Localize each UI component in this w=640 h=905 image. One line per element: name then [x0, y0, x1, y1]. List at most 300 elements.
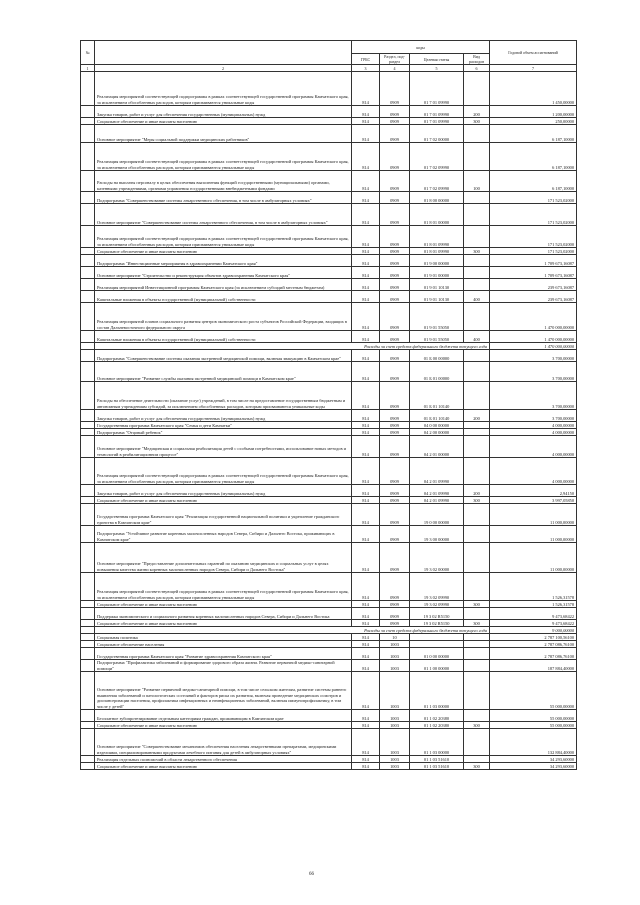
column-number: 6 [464, 65, 490, 72]
row-number-cell [81, 204, 95, 226]
row-amount: 2,94150 [490, 485, 577, 497]
row-target-article: 19 3 02 09990 [410, 573, 464, 601]
row-grbs: 814 [352, 485, 380, 497]
row-expense-type [464, 672, 490, 710]
row-section: 0909 [380, 125, 410, 143]
table-row [81, 125, 577, 143]
row-section: 0909 [380, 497, 410, 504]
row-target-article: 01 Б 00 00000 [410, 350, 464, 362]
row-name: Государственная программа Камчатского края "Семья и дети Камчатки" [95, 422, 352, 429]
row-note: Расходы за счет средств федерального бюджета текущего года [95, 343, 490, 350]
row-name: Реализация мероприятий планов социального развития центров экономического роста субъектов Российской Федерации, входящих в состав Дальневосточного федерального округа [95, 303, 352, 331]
row-number-cell [81, 722, 95, 729]
row-name: Подпрограмма "Устойчивое развитие коренных малочисленных народов Севера, Сибири и Дальнего Востока, проживающих в Камчатском крае" [95, 526, 352, 543]
row-amount: 11 000,00000 [490, 504, 577, 526]
row-amount: 1 470 000,00000 [490, 343, 577, 350]
row-section: 1003 [380, 672, 410, 710]
row-grbs: 814 [352, 648, 380, 660]
row-number-cell [81, 279, 95, 291]
row-section: 0909 [380, 255, 410, 267]
row-amount: 3 997,05850 [490, 497, 577, 504]
row-section: 0909 [380, 106, 410, 118]
row-name: Социальное обеспечение населения [95, 641, 352, 648]
row-number-cell [81, 608, 95, 620]
row-name: Расходы на выплаты персоналу в целях обеспечения выполнения функций государственными (муниципальными) органами, казенными учреждениями, органами управления государственными внебюджетными фондами [95, 171, 352, 192]
row-number-cell [81, 526, 95, 543]
row-amount: 132 884,40000 [490, 729, 577, 756]
row-amount: 4 000,00000 [490, 422, 577, 429]
row-grbs: 814 [352, 601, 380, 608]
row-number-cell [81, 303, 95, 331]
row-section: 0909 [380, 382, 410, 410]
table-row [81, 504, 577, 526]
row-section: 1003 [380, 641, 410, 648]
table-row [81, 601, 577, 608]
row-amount: 1 709 673,16087 [490, 267, 577, 279]
table-row [81, 436, 577, 458]
row-grbs: 814 [352, 660, 380, 672]
row-grbs: 814 [352, 458, 380, 485]
row-number-cell [81, 436, 95, 458]
row-name: Социальная политика [95, 634, 352, 641]
row-grbs: 814 [352, 641, 380, 648]
row-name: Социальное обеспечение и иные выплаты населению [95, 763, 352, 770]
row-number-cell [81, 660, 95, 672]
row-expense-type: 200 [464, 410, 490, 422]
table-row [81, 729, 577, 756]
row-section: 0909 [380, 303, 410, 331]
row-number-cell [81, 255, 95, 267]
header-codes: коды [352, 41, 490, 54]
table-row [81, 722, 577, 729]
table-row [81, 331, 577, 343]
row-name: Подпрограмма "Совершенствование системы оказания экстренной медицинской помощи, включая эвакуацию в Камчатском крае" [95, 350, 352, 362]
row-name: Капитальные вложения в объекты государственной (муниципальной) собственности [95, 331, 352, 343]
row-grbs: 814 [352, 267, 380, 279]
table-row [81, 608, 577, 620]
row-expense-type: 200 [464, 106, 490, 118]
row-target-article: 01 9 01 00000 [410, 267, 464, 279]
table-row [81, 248, 577, 255]
row-expense-type: 200 [464, 485, 490, 497]
table-row [81, 756, 577, 763]
row-grbs: 814 [352, 171, 380, 192]
row-target-article: 01 1 03 00000 [410, 672, 464, 710]
row-target-article: 01 1 02 20380 [410, 710, 464, 722]
table-row [81, 763, 577, 770]
row-section: 0909 [380, 331, 410, 343]
row-expense-type [464, 641, 490, 648]
row-section: 1003 [380, 763, 410, 770]
row-name: Социальное обеспечение и иные выплаты населению [95, 601, 352, 608]
row-number-cell [81, 729, 95, 756]
row-amount: 34 293,60000 [490, 756, 577, 763]
column-number: 4 [380, 65, 410, 72]
row-target-article: 19 3 02 R5150 [410, 620, 464, 627]
header-number: № [81, 41, 95, 65]
row-name: Подпрограмма "Профилактика заболеваний и формирование здорового образа жизни. Развитие первичной медико-санитарной помощи" [95, 660, 352, 672]
row-expense-type [464, 192, 490, 204]
row-grbs: 814 [352, 362, 380, 382]
row-amount: 187 884,40000 [490, 660, 577, 672]
table-row [81, 641, 577, 648]
row-expense-type [464, 458, 490, 485]
row-target-article [410, 634, 464, 641]
table-row [81, 573, 577, 601]
table-row [81, 634, 577, 641]
row-expense-type [464, 429, 490, 436]
row-name: Реализация мероприятий соответствующей подпрограммы в рамках соответствующей государственной программы Камчатского края, за исключением обособленных расходов, которым присваиваются уникальные коды [95, 143, 352, 171]
row-grbs: 814 [352, 436, 380, 458]
row-target-article: 01 Б 01 00000 [410, 362, 464, 382]
row-expense-type [464, 608, 490, 620]
row-section: 0909 [380, 410, 410, 422]
table-row [81, 458, 577, 485]
row-grbs: 814 [352, 72, 380, 106]
row-expense-type [464, 303, 490, 331]
row-name: Государственная программа Камчатского края "Реализация государственной национальной политики и укрепление гражданского единства в Камчатском крае" [95, 504, 352, 526]
table-row [81, 204, 577, 226]
row-amount: 3 700,00000 [490, 362, 577, 382]
row-number-cell [81, 573, 95, 601]
row-expense-type [464, 648, 490, 660]
column-number: 3 [352, 65, 380, 72]
row-amount: 6 187,10000 [490, 143, 577, 171]
row-name: Поддержка экономического и социального развития коренных малочисленных народов Севера, Сибири и Дальнего Востока [95, 608, 352, 620]
row-target-article: 04 2 01 09990 [410, 485, 464, 497]
row-expense-type: 400 [464, 331, 490, 343]
row-section: 1003 [380, 710, 410, 722]
row-name: Основное мероприятие "Развитие службы оказания экстренной медицинской помощи в Камчатском крае" [95, 362, 352, 382]
row-target-article: 19 3 02 09990 [410, 601, 464, 608]
row-number-cell [81, 72, 95, 106]
row-name: Социальное обеспечение и иные выплаты населению [95, 118, 352, 125]
row-expense-type [464, 255, 490, 267]
row-amount: 9 473,68422 [490, 620, 577, 627]
row-target-article: 01 1 02 20380 [410, 722, 464, 729]
row-number-cell [81, 756, 95, 763]
budget-sheet [80, 40, 576, 770]
row-amount: 3 700,00000 [490, 382, 577, 410]
row-name: Расходы на обеспечение деятельности (оказание услуг) учреждений, в том числе на предоставление государственным бюджетным и автономным учреждениям субсидий, за исключением обособленных расходов, которым присваиваются уникальные коды [95, 382, 352, 410]
row-number-cell [81, 634, 95, 641]
row-expense-type [464, 634, 490, 641]
row-name: Бесплатное зубопротезирование отдельным категориям граждан, проживающим в Камчатском крае [95, 710, 352, 722]
row-grbs: 814 [352, 106, 380, 118]
table-row [81, 410, 577, 422]
row-grbs: 814 [352, 710, 380, 722]
table-row [81, 526, 577, 543]
row-target-article: 04 2 01 09990 [410, 497, 464, 504]
table-row [81, 710, 577, 722]
row-amount: 171 523,02000 [490, 204, 577, 226]
row-grbs: 814 [352, 526, 380, 543]
row-section: 0909 [380, 573, 410, 601]
row-expense-type [464, 350, 490, 362]
row-amount: 171 523,02000 [490, 192, 577, 204]
row-number-cell [81, 458, 95, 485]
row-target-article: 01 7 01 09990 [410, 106, 464, 118]
row-section: 0909 [380, 143, 410, 171]
budget-table [80, 40, 577, 770]
row-amount: 3 700,00000 [490, 350, 577, 362]
row-amount: 11 000,00000 [490, 526, 577, 543]
row-expense-type: 300 [464, 601, 490, 608]
row-amount: 2 787 086,76100 [490, 641, 577, 648]
header-name [95, 41, 352, 65]
row-section: 0909 [380, 429, 410, 436]
row-target-article [410, 641, 464, 648]
table-row [81, 279, 577, 291]
row-section: 0909 [380, 543, 410, 573]
row-number-cell [81, 343, 95, 350]
row-number-cell [81, 192, 95, 204]
row-target-article: 19 3 00 00000 [410, 526, 464, 543]
row-number-cell [81, 291, 95, 303]
row-number-cell [81, 382, 95, 410]
row-name: Подпрограмма "Отцовый ребенок" [95, 429, 352, 436]
row-grbs: 814 [352, 350, 380, 362]
row-target-article: 01 9 01 10130 [410, 279, 464, 291]
row-section: 0909 [380, 422, 410, 429]
row-section: 0909 [380, 350, 410, 362]
row-expense-type: 300 [464, 497, 490, 504]
row-expense-type: 300 [464, 620, 490, 627]
row-amount: 4 000,00000 [490, 458, 577, 485]
row-expense-type [464, 422, 490, 429]
table-row [81, 255, 577, 267]
row-target-article: 04 2 00 00000 [410, 429, 464, 436]
row-grbs: 814 [352, 756, 380, 763]
row-amount: 250,00000 [490, 118, 577, 125]
row-grbs: 814 [352, 543, 380, 573]
row-section: 0909 [380, 72, 410, 106]
row-grbs: 814 [352, 497, 380, 504]
row-expense-type [464, 543, 490, 573]
row-number-cell [81, 248, 95, 255]
row-target-article: 19 3 02 R5150 [410, 608, 464, 620]
row-number-cell [81, 125, 95, 143]
table-row [81, 226, 577, 248]
row-name: Реализация мероприятий соответствующей подпрограммы в рамках соответствующей государственной программы Камчатского края, за исключением обособленных расходов, которым присваиваются уникальные коды [95, 226, 352, 248]
table-body [81, 72, 577, 770]
row-amount: 1 470 000,00000 [490, 303, 577, 331]
row-target-article: 01 7 02 00000 [410, 125, 464, 143]
table-row [81, 485, 577, 497]
row-name: Основное мероприятие "Предоставление дополнительных гарантий по оказанию медицинских и социальных услуг в целях повышения качества жизни коренных малочисленных народов Севера, Сибири и Дальнего Востока" [95, 543, 352, 573]
row-amount: 1 526,31578 [490, 573, 577, 601]
row-grbs: 814 [352, 204, 380, 226]
row-expense-type [464, 125, 490, 143]
table-row [81, 648, 577, 660]
row-section: 0909 [380, 118, 410, 125]
row-expense-type [464, 729, 490, 756]
row-number-cell [81, 226, 95, 248]
row-expense-type: 300 [464, 118, 490, 125]
row-target-article: 04 2 01 09990 [410, 458, 464, 485]
row-name: Основное мероприятие "Совершенствование механизмов обеспечения населения лекарственными препаратами, медицинскими изделиями, специализированными продуктами лечебного питания для детей в амбулаторных условиях" [95, 729, 352, 756]
row-name: Реализация мероприятий соответствующей подпрограммы в рамках соответствующей государственной программы Камчатского края, за исключением обособленных расходов, которым присваиваются уникальные коды [95, 573, 352, 601]
row-section: 0909 [380, 171, 410, 192]
header-expense-type: Вид расходов [464, 54, 490, 65]
row-name: Реализация мероприятий соответствующей подпрограммы в рамках соответствующей государственной программы Камчатского края, за исключением обособленных расходов, которым присваиваются уникальные коды [95, 458, 352, 485]
row-target-article: 04 0 00 00000 [410, 422, 464, 429]
row-expense-type [464, 756, 490, 763]
row-amount: 6 187,10000 [490, 171, 577, 192]
row-number-cell [81, 485, 95, 497]
row-name: Основное мероприятие "Развитие первичной медико-санитарной помощи, в том числе сельским жителям, развитие системы раннего выявления заболеваний и патологических состояний и факторов риска их развития, включая проведение медицинских осмотров и диспансеризации населения, профилактика инфекционных и неинфекционных заболеваний, включая иммунопрофилактику, в том числе у детей" [95, 672, 352, 710]
table-row [81, 362, 577, 382]
row-target-article: 19 0 00 00000 [410, 504, 464, 526]
header-grbs: ГРБС [352, 54, 380, 65]
row-grbs: 814 [352, 331, 380, 343]
row-amount: 1 470 000,00000 [490, 331, 577, 343]
table-row [81, 171, 577, 192]
row-section: 0909 [380, 248, 410, 255]
row-target-article: 01 1 03 00000 [410, 729, 464, 756]
row-section: 0909 [380, 204, 410, 226]
row-amount: 239 673,16087 [490, 291, 577, 303]
row-grbs: 814 [352, 255, 380, 267]
row-amount: 171 523,02000 [490, 226, 577, 248]
row-amount: 55 000,00000 [490, 672, 577, 710]
row-number-cell [81, 429, 95, 436]
row-number-cell [81, 601, 95, 608]
row-number-cell [81, 143, 95, 171]
table-row [81, 72, 577, 106]
row-section: 0909 [380, 192, 410, 204]
table-row [81, 143, 577, 171]
row-section: 1003 [380, 729, 410, 756]
row-grbs: 814 [352, 634, 380, 641]
row-section: 0909 [380, 267, 410, 279]
row-name: Капитальные вложения в объекты государственной (муниципальной) собственности [95, 291, 352, 303]
row-grbs: 814 [352, 248, 380, 255]
row-section: 1003 [380, 660, 410, 672]
row-amount: 55 000,00000 [490, 710, 577, 722]
row-number-cell [81, 118, 95, 125]
row-name: Социальное обеспечение и иные выплаты населению [95, 248, 352, 255]
row-number-cell [81, 648, 95, 660]
row-name: Подпрограмма "Совершенствование системы лекарственного обеспечения, в том числе в амбулаторных условиях" [95, 192, 352, 204]
row-amount: 9 000,00000 [490, 627, 577, 634]
header-target-article: Целевая статья [410, 54, 464, 65]
row-name: Основное мероприятие "Строительство и реконструкция объектов здравоохранения Камчатского края" [95, 267, 352, 279]
row-target-article: 01 8 01 09990 [410, 226, 464, 248]
row-target-article: 01 7 01 09990 [410, 72, 464, 106]
row-amount: 34 293,60000 [490, 763, 577, 770]
column-number: 2 [95, 65, 352, 72]
row-target-article: 01 7 02 09990 [410, 143, 464, 171]
row-grbs: 814 [352, 608, 380, 620]
row-section: 0909 [380, 279, 410, 291]
row-section: 0909 [380, 291, 410, 303]
row-expense-type [464, 382, 490, 410]
column-number: 1 [81, 65, 95, 72]
row-target-article: 01 0 00 00000 [410, 648, 464, 660]
table-row-note [81, 343, 577, 350]
row-grbs: 814 [352, 382, 380, 410]
row-name: Социальное обеспечение и иные выплаты населению [95, 722, 352, 729]
row-expense-type [464, 504, 490, 526]
row-expense-type: 100 [464, 171, 490, 192]
row-number-cell [81, 641, 95, 648]
row-expense-type [464, 710, 490, 722]
row-grbs: 814 [352, 125, 380, 143]
row-grbs: 814 [352, 722, 380, 729]
row-grbs: 814 [352, 573, 380, 601]
header-section: Раздел, под-раздел [380, 54, 410, 65]
row-section: 0909 [380, 226, 410, 248]
row-grbs: 814 [352, 410, 380, 422]
row-expense-type [464, 143, 490, 171]
row-amount: 6 187,10000 [490, 125, 577, 143]
row-section: 0909 [380, 362, 410, 382]
row-grbs: 814 [352, 118, 380, 125]
row-name: Основное мероприятие "Меры социальной поддержки медицинских работников" [95, 125, 352, 143]
row-section: 0909 [380, 620, 410, 627]
table-row [81, 267, 577, 279]
table-row [81, 106, 577, 118]
row-grbs: 814 [352, 279, 380, 291]
row-target-article: 01 9 01 55050 [410, 303, 464, 331]
table-row [81, 543, 577, 573]
row-target-article: 01 9 01 10130 [410, 291, 464, 303]
row-number-cell [81, 543, 95, 573]
row-expense-type: 300 [464, 722, 490, 729]
row-grbs: 814 [352, 291, 380, 303]
row-expense-type [464, 660, 490, 672]
column-number: 7 [490, 65, 577, 72]
row-number-cell [81, 497, 95, 504]
row-section: 0909 [380, 485, 410, 497]
row-expense-type [464, 362, 490, 382]
table-row [81, 672, 577, 710]
row-target-article: 01 1 03 51610 [410, 763, 464, 770]
row-expense-type [464, 267, 490, 279]
row-target-article: 01 9 00 00000 [410, 255, 464, 267]
row-name: Основное мероприятие "Медицинская и социальная реабилитация детей с особыми потребностями, использование новых методов и технологий в реабилитационном процессе" [95, 436, 352, 458]
row-name: Государственная программа Камчатского края "Развитие здравоохранения Камчатского края" [95, 648, 352, 660]
row-amount: 2 787 086,76100 [490, 648, 577, 660]
row-amount: 171 523,02000 [490, 248, 577, 255]
row-expense-type [464, 573, 490, 601]
row-amount: 9 473,68422 [490, 608, 577, 620]
row-name: Закупка товаров, работ и услуг для обеспечения государственных (муниципальных) нужд [95, 106, 352, 118]
row-section: 0909 [380, 601, 410, 608]
row-grbs: 814 [352, 763, 380, 770]
table-row [81, 382, 577, 410]
row-amount: 1 709 673,16087 [490, 255, 577, 267]
row-section: 0909 [380, 458, 410, 485]
row-target-article: 01 9 01 55050 [410, 331, 464, 343]
row-grbs: 814 [352, 672, 380, 710]
row-target-article: 01 1 03 51610 [410, 756, 464, 763]
row-expense-type [464, 526, 490, 543]
table-row [81, 192, 577, 204]
row-section: 0909 [380, 504, 410, 526]
row-amount: 1 200,00000 [490, 106, 577, 118]
row-section: 0909 [380, 608, 410, 620]
table-row [81, 422, 577, 429]
row-number-cell [81, 350, 95, 362]
row-section: 10 [380, 634, 410, 641]
row-number-cell [81, 171, 95, 192]
row-expense-type: 300 [464, 248, 490, 255]
row-target-article: 01 Б 01 10140 [410, 410, 464, 422]
row-amount: 55 000,00000 [490, 722, 577, 729]
row-target-article: 01 8 01 09990 [410, 248, 464, 255]
